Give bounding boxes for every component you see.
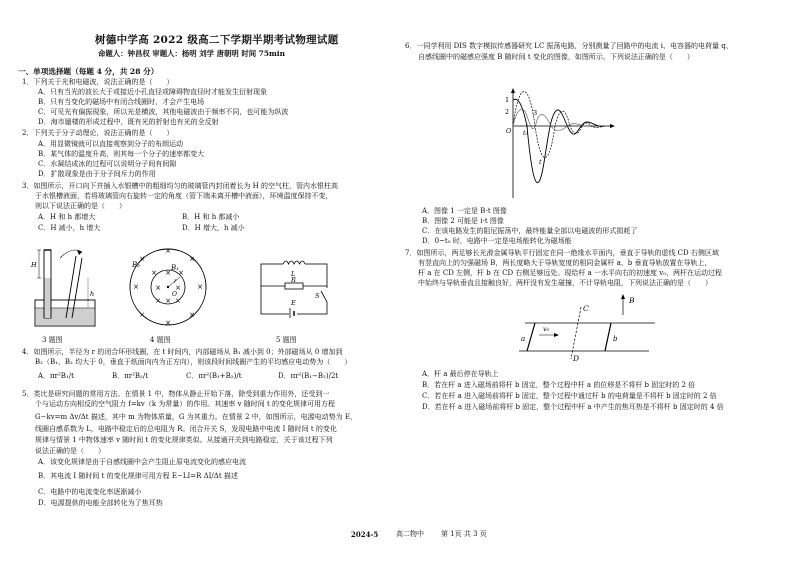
footer-date: 2024-5 xyxy=(351,530,379,539)
svg-text:×: × xyxy=(165,297,171,305)
graph-origin-label: O xyxy=(506,127,512,135)
fig3-label-H: H xyxy=(31,261,37,269)
figure-4-caption: 4 题图 xyxy=(150,336,171,344)
q2-option-c: C．水凝结成冰的过程可以说明分子间有间隙 xyxy=(38,160,177,168)
svg-text:×: × xyxy=(165,269,171,277)
q7-option-b: B．若在杆 a 进入磁场前将杆 b 固定，整个过程中杆 a 的位移是不将杆 b 固定时的 2 倍 xyxy=(422,381,696,389)
q3-option-b: B．H 和 h 都减小 xyxy=(182,213,240,221)
fig5-label-L: L xyxy=(291,270,296,278)
graph-curve-2-label: 2 xyxy=(505,108,510,116)
q5-line5: 规律与情景 1 中物体速率 v 随时间 t 的变化规律类似。从接通开关到电路稳定，关于该过程下列 xyxy=(35,436,333,444)
figure-4-diagram xyxy=(128,243,208,331)
q3-option-c: C．H 减小，h 增大 xyxy=(38,224,101,232)
q4-option-d: D．πr²(B₁−B₂)/2t xyxy=(278,372,339,380)
q7-line1: 7．如图所示，两足够长光滑金属导轨平行固定在同一绝缘水平面内，垂直于导轨的虚线 CD 右侧区域 xyxy=(405,249,719,257)
q6-graph xyxy=(505,86,617,204)
fig5-label-R: R xyxy=(291,276,296,284)
q7-line3: 杆 a 在 CD 左侧，杆 b 在 CD 右侧足够远处。现给杆 a 一水平向右的初速度 v₀，两杆在运动过程 xyxy=(418,269,722,277)
q5-line1: 5．类比是研究问题的常用方法。在情景 1 中，物体从静止开始下落，除受到重力作用外，还受到一 xyxy=(22,390,330,398)
q2-stem: 2．下列关于分子动理论，说法正确的是（ ） xyxy=(22,129,174,137)
graph-t0-label: t₀ xyxy=(523,130,528,137)
q2-option-b: B．某气体的温度升高，则其每一个分子的速率都变大 xyxy=(38,150,205,158)
graph-curve-3-label: 3 xyxy=(533,109,538,117)
footer-page-number: 第 1页 共 3 页 xyxy=(441,530,487,538)
svg-text:×: × xyxy=(189,311,195,319)
q7-label-b: b xyxy=(613,335,618,343)
q5-line3: G−kv=m Δv/Δt 描述，其中 m 为物体质量，G 为其重力。在情景 2 中，如图所示，电源电动势为 E， xyxy=(35,413,357,421)
svg-text:×: × xyxy=(175,284,181,292)
svg-text:×: × xyxy=(189,255,195,263)
q1-option-a: A．只有当光的波长大于或接近小孔直径或障碍物直径时才能发生衍射现象 xyxy=(38,88,268,96)
q5-option-d: D．电源提供的电能全部转化为了焦耳热 xyxy=(38,499,163,507)
fig4-label-O: O xyxy=(172,291,177,298)
q3-option-a: A．H 和 h 都增大 xyxy=(38,213,96,221)
svg-text:×: × xyxy=(151,269,157,277)
q5-line6: 说法正确的是（ ） xyxy=(35,447,105,455)
fig3-label-h: h xyxy=(90,290,95,298)
fig4-label-B1: B₁ xyxy=(171,264,179,272)
q2-option-d: D．扩散现象是由于分子间斥力的作用 xyxy=(38,170,156,178)
q7-label-v0: v₀ xyxy=(543,325,550,333)
svg-text:×: × xyxy=(175,297,181,305)
figure-3-caption: 3 题图 xyxy=(42,336,63,344)
q3-option-d: D．H 增大，h 减小 xyxy=(182,224,245,232)
q7-label-D: D xyxy=(573,354,580,363)
q7-line4: 中始终与导轨垂直且接触良好，两杆没有发生碰撞，不计导轨电阻，下列说法正确的是（ ） xyxy=(418,279,712,287)
q3-line2: 于水银槽液面，若将玻璃管向右旋转一定的角度（管下端未离开槽中液面），环境温度保持不变， xyxy=(35,192,333,200)
q1-stem: 1．下列关于光和电磁波，说法正确的是（ ） xyxy=(22,78,174,86)
figure-3-diagram xyxy=(30,238,100,328)
svg-text:×: × xyxy=(155,297,161,305)
q4-option-a: A．πr²B₁/t xyxy=(38,372,74,380)
fig5-label-S: S xyxy=(315,292,320,300)
svg-text:×: × xyxy=(197,283,203,291)
q2-option-a: A．用显微镜就可以直接观察到分子的布朗运动 xyxy=(38,140,184,148)
q7-label-a: a xyxy=(521,335,526,343)
q1-option-d: D．海市蜃楼的形成过程中，既有光的折射也有光的全反射 xyxy=(38,118,219,126)
q7-rails-diagram xyxy=(515,293,665,361)
fig4-label-r: r xyxy=(174,278,177,285)
q6-line1: 6．一同学利用 DIS 数字模拟传感器研究 LC 振荡电路，分别测量了回路中的电流 i、电容器的电荷量 q、 xyxy=(405,42,733,50)
q5-option-b: B．其电流 I 随时间 t 的变化规律可用方程 E−LI=R ΔI/Δt 描述 xyxy=(38,472,238,480)
q7-option-a: A．杆 a 最后停在导轨上 xyxy=(422,370,499,378)
q3-line3: 则以下说法正确的是（ ） xyxy=(35,202,126,210)
q5-line2: 个与运动方向相反的空气阻力 f=kv（k 为常量）的作用。其速率 v 随时间 t 的变化规律可用方程 xyxy=(35,400,336,408)
page-title: 树德中学高 2022 级高二下学期半期考试物理试题 xyxy=(95,34,339,46)
q3-line1: 3．如图所示，开口向下并插入水银槽中的粗细均匀的玻璃管内封闭着长为 H 的空气柱，管内水银柱高 xyxy=(22,182,339,190)
q6-line2: 自感线圈中的磁感应强度 B 随时间 t 变化的图像，如图所示，下列说法正确的是（ ） xyxy=(418,53,694,61)
q6-option-c: C．在该电路发生的阻尼振荡中，最终能量全部以电磁波的形式损耗了 xyxy=(422,227,638,235)
q6-option-d: D．0~t₀ 时，电路中一定是电场能转化为磁场能 xyxy=(422,237,572,245)
q7-label-B: B xyxy=(629,296,635,305)
q5-line4: 线圈自感系数为 L，电路中稳定后的总电阻为 R。闭合开关 S，发现电路中电流 I 随时间 t 的变化 xyxy=(35,425,337,433)
q7-label-C: C xyxy=(583,304,589,313)
fig4-label-B2: B₂ xyxy=(132,261,140,269)
q5-option-a: A．该变化规律是由于自感线圈中会产生阻止原电流变化的感应电流 xyxy=(38,458,247,466)
graph-t-label: t xyxy=(539,158,542,166)
q7-line2: 有竖直向上的匀强磁场 B，两长度略大于导轨宽度的相同金属杆 a、b 垂直导轨放置在导轨上， xyxy=(418,259,712,267)
svg-text:×: × xyxy=(165,319,171,327)
q6-option-b: B．图像 2 可能是 i-t 图像 xyxy=(422,217,504,225)
figure-5-diagram xyxy=(255,258,333,318)
svg-text:×: × xyxy=(139,255,145,263)
q7-option-d: D．若在杆 a 进入磁场前将杆 b 固定，整个过程中杆 a 中产生的焦耳热是不将杆 b 固定时的 4 倍 xyxy=(422,403,724,411)
q1-option-b: B．只有当变化的磁场中有闭合线圈时，才会产生电场 xyxy=(38,98,205,106)
svg-text:×: × xyxy=(165,247,171,255)
svg-text:×: × xyxy=(178,269,184,277)
q1-option-c: C．可见光有偏振现象，所以光是横波，其他电磁波由于频率不同，也可能为纵波 xyxy=(38,108,289,116)
q5-option-c: C．电路中的电流变化率逐渐减小 xyxy=(38,488,142,496)
fig5-label-E: E xyxy=(291,299,296,307)
q4-option-c: C．πr²(B₁+B₂)/t xyxy=(186,372,242,380)
q4-line1: 4．如图所示，半径为 r 的闭合环形线圈，在 t 时间内，内部磁场从 B₁ 减小到 0；外部磁场从 0 增加到 xyxy=(22,348,343,356)
graph-curve-1-label: 1 xyxy=(505,96,510,104)
svg-text:×: × xyxy=(139,311,145,319)
section-heading: 一、单项选择题（每题 4 分，共 28 分） xyxy=(18,67,159,76)
footer-subject: 高二物中 xyxy=(396,530,424,538)
exam-subtitle: 命题人：钟昌权 审题人：杨明 刘学 唐朝明 时间 75min xyxy=(98,49,285,58)
svg-text:×: × xyxy=(133,283,139,291)
q4-line2: B₂（B₁、B₂ 均大于 0，垂直于纸面向内为正方向），则该段时间线圈产生的平均感应电动势为（ ） xyxy=(35,358,352,366)
svg-text:×: × xyxy=(155,284,161,292)
q7-option-c: C．若在杆 a 进入磁场前将杆 b 固定，整个过程中通过杆 b 的电荷量是不将杆 b 固定时的 2 倍 xyxy=(422,392,717,400)
figure-5-caption: 5 题图 xyxy=(276,336,297,344)
q6-option-a: A．图像 1 一定是 B-t 图像 xyxy=(422,207,507,215)
q4-option-b: B．πr²B₂/t xyxy=(112,372,149,380)
